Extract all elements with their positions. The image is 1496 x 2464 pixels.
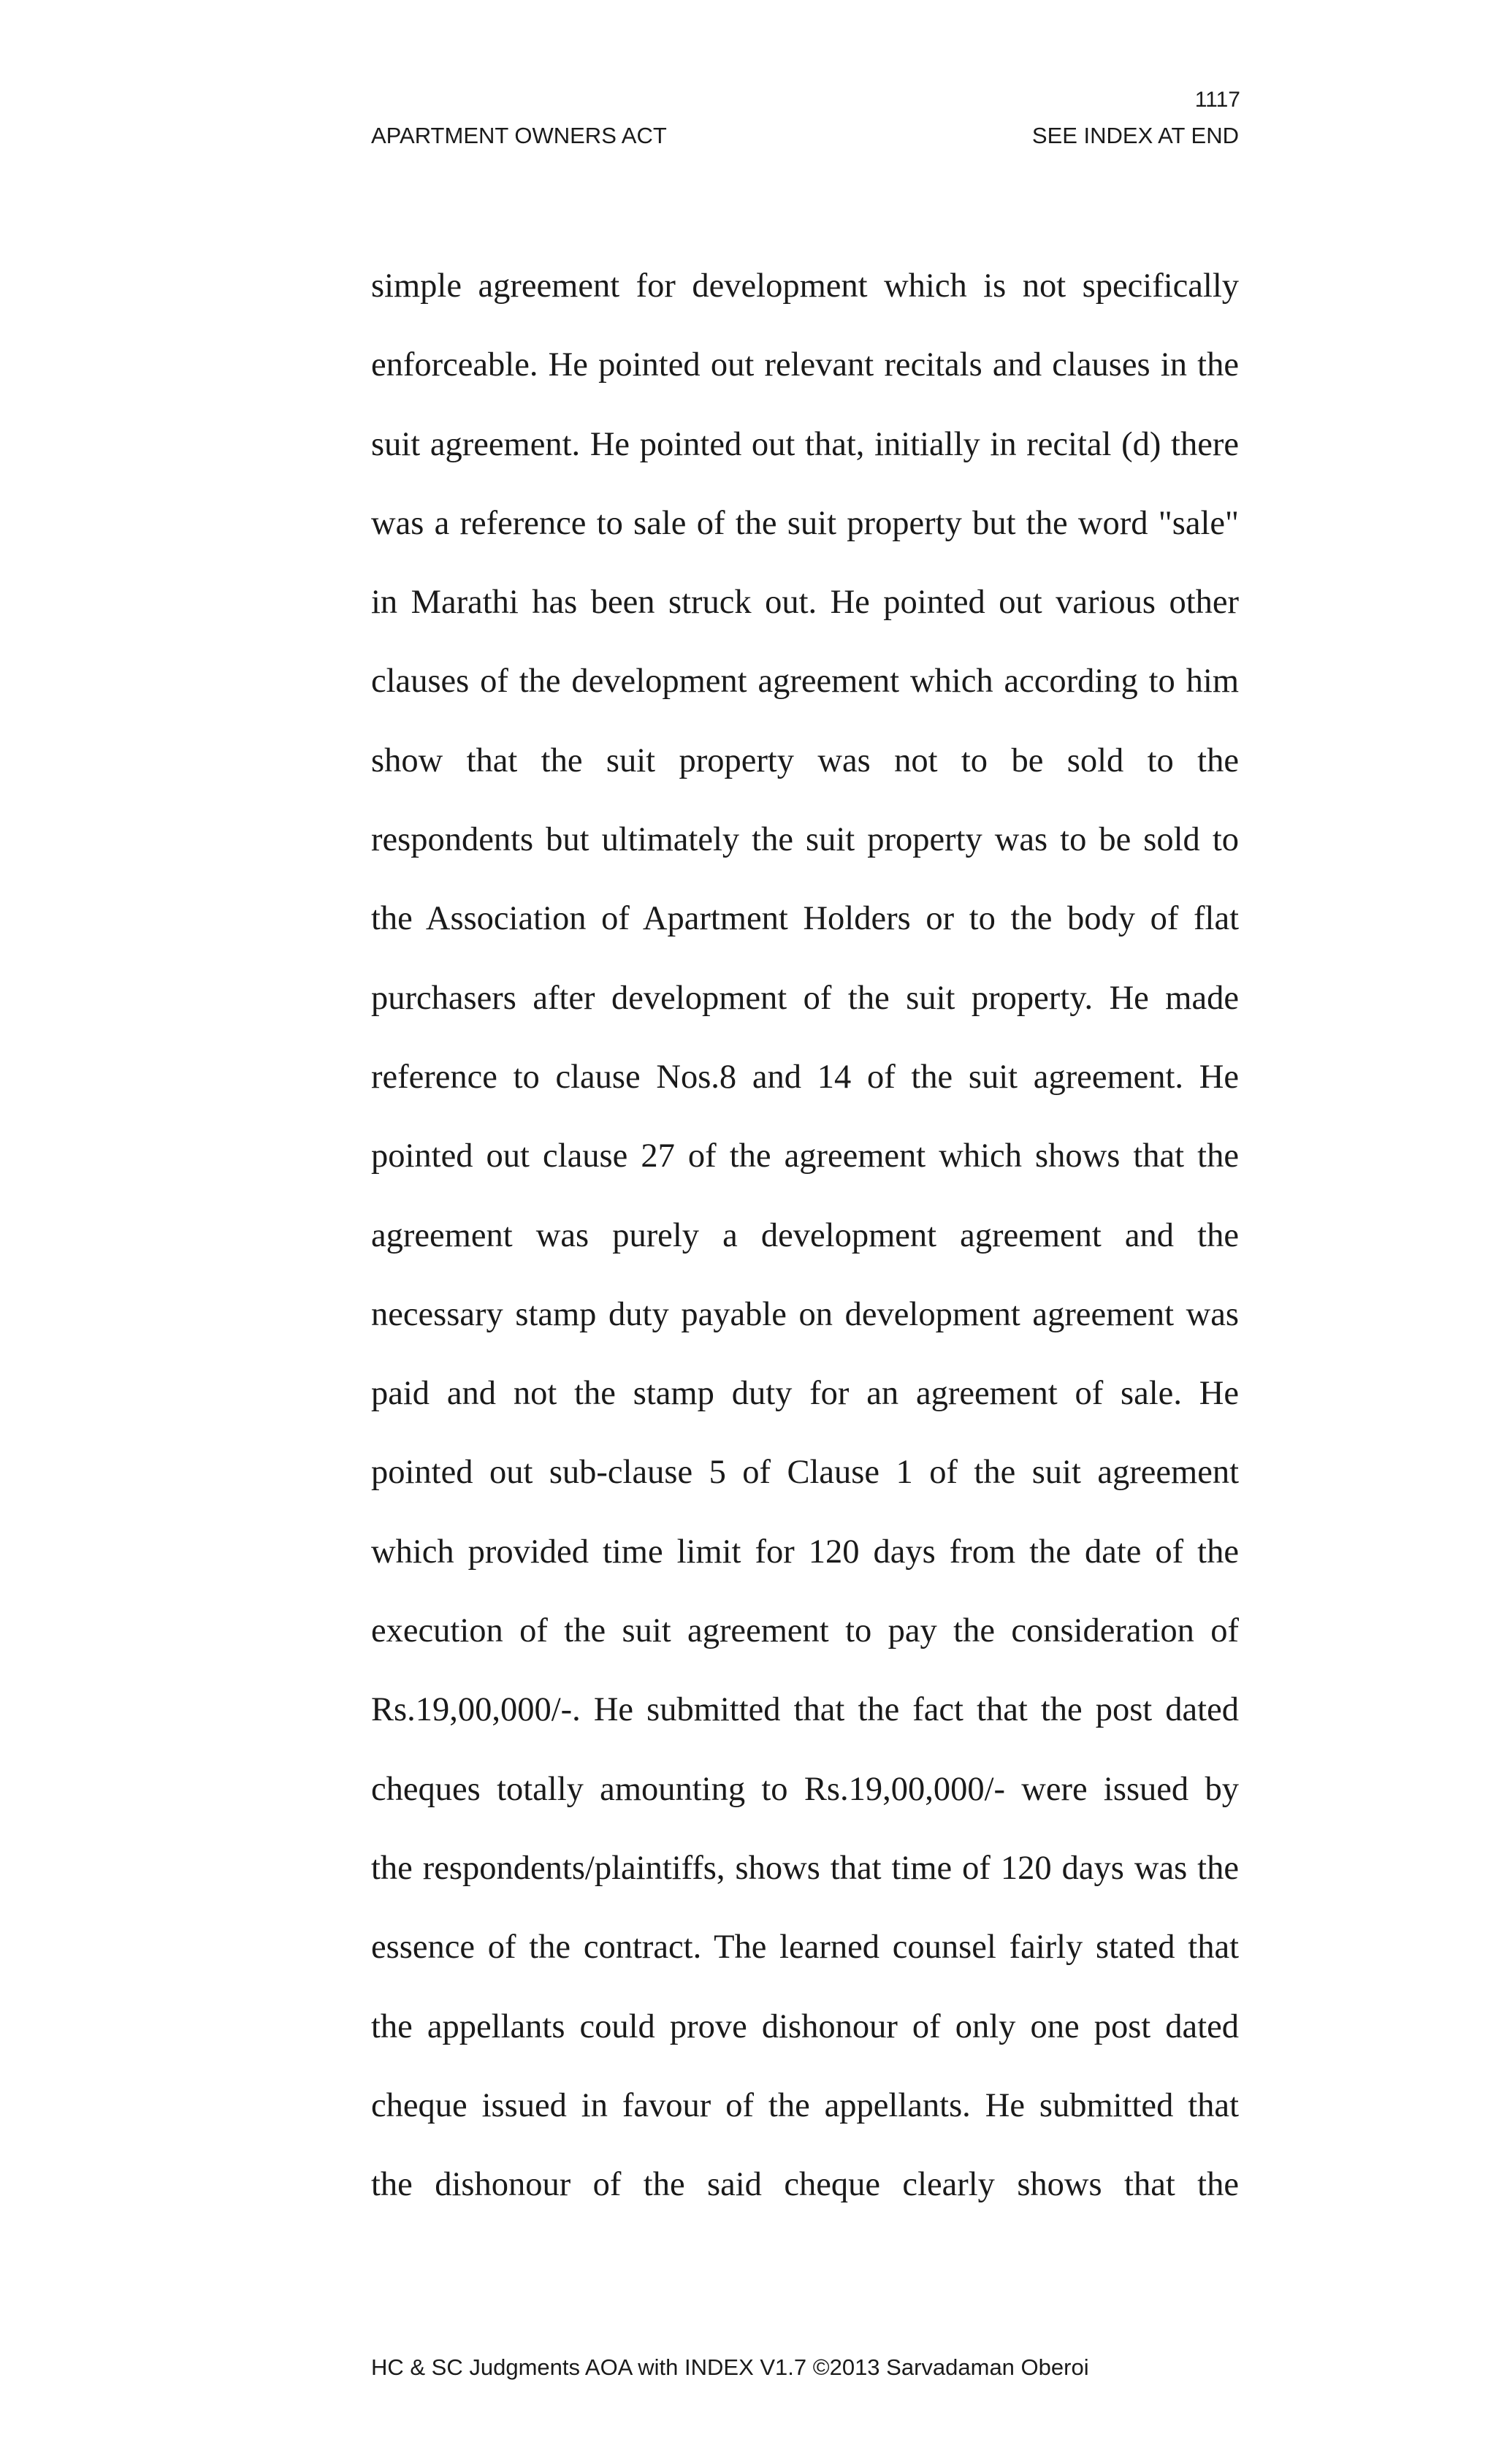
header-index-note: SEE INDEX AT END [1031, 123, 1239, 148]
body-line: which provided time limit for 120 days from the date of the [371, 1533, 1239, 1571]
body-line: pointed out clause 27 of the agreement which shows that the [371, 1137, 1239, 1175]
page-footer: HC & SC Judgments AOA with INDEX V1.7 ©2013 Sarvadaman Oberoi [371, 2354, 1089, 2380]
body-line: agreement was purely a development agreement and the [371, 1216, 1239, 1254]
body-line: clauses of the development agreement which according to him [371, 663, 1239, 701]
header-title: APARTMENT OWNERS ACT [371, 123, 667, 148]
body-line: necessary stamp duty payable on development agreement was [371, 1295, 1239, 1333]
body-line: suit agreement. He pointed out that, initially in recital (d) there [371, 425, 1239, 463]
body-line: the appellants could prove dishonour of only one post dated [371, 2007, 1239, 2045]
body-line: pointed out sub-clause 5 of Clause 1 of the suit agreement [371, 1454, 1239, 1492]
body-line: essence of the contract. The learned counsel fairly stated that [371, 1929, 1239, 1967]
body-line: paid and not the stamp duty for an agreement of sale. He [371, 1375, 1239, 1413]
page-number: 1117 [1194, 88, 1240, 112]
body-line: show that the suit property was not to be sold to the [371, 741, 1239, 779]
running-header [371, 124, 1239, 147]
body-line: cheques totally amounting to Rs.19,00,000/- were issued by [371, 1770, 1239, 1808]
body-text [371, 257, 1239, 2235]
body-line: execution of the suit agreement to pay the consideration of [371, 1612, 1239, 1650]
body-line: respondents but ultimately the suit property was to be sold to [371, 821, 1239, 859]
body-line: reference to clause Nos.8 and 14 of the suit agreement. He [371, 1058, 1239, 1096]
body-line: enforceable. He pointed out relevant recitals and clauses in the [371, 346, 1239, 384]
body-line: in Marathi has been struck out. He pointed out various other [371, 584, 1239, 622]
body-line: cheque issued in favour of the appellants. He submitted that [371, 2086, 1239, 2124]
body-line: was a reference to sale of the suit property but the word "sale" [371, 504, 1239, 542]
body-line: the dishonour of the said cheque clearly shows that the [371, 2166, 1239, 2204]
body-line: the Association of Apartment Holders or to the body of flat [371, 900, 1239, 938]
body-line: simple agreement for development which is not specifically [371, 267, 1239, 305]
body-line: Rs.19,00,000/-. He submitted that the fact that the post dated [371, 1691, 1239, 1729]
body-line: purchasers after development of the suit property. He made [371, 979, 1239, 1017]
body-line: the respondents/plaintiffs, shows that time of 120 days was the [371, 1849, 1239, 1887]
